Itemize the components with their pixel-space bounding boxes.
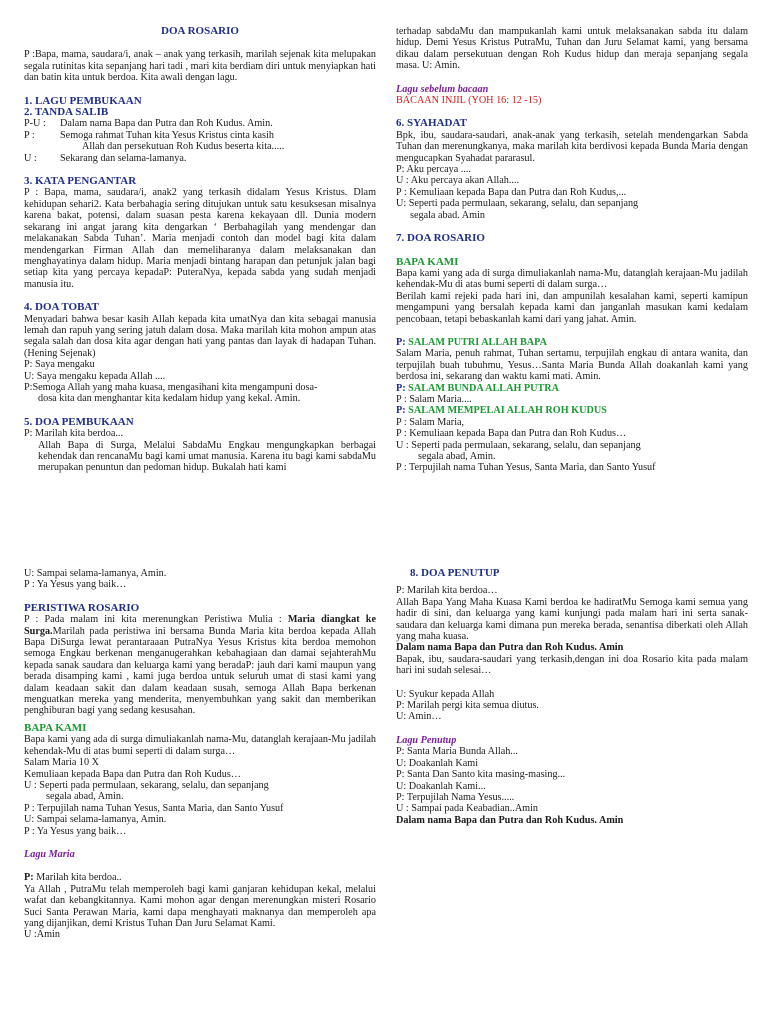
lagu-maria-text: Ya Allah , PutraMu telah memperoleh bagi kami ganjaran kehidupan kekal, melalui wafat dan kebangkitannya. Kami mohon agar dengan merenungkan misteri Rosario Suci Santa Perawan Maria, kami dapa menghayati maknanya dan memperoleh apa yang dijanjikan, demi Kristus Tuhan Dan Juru Selamat Kami.: [24, 883, 376, 929]
doa-tobat-line: P:Semoga Allah yang maha kuasa, mengasihani kita mengampuni dosa-: [24, 381, 318, 393]
salam-bunda-line: P : Salam Maria....: [396, 393, 472, 405]
syahadat-line: U : Aku percaya akan Allah....: [396, 175, 520, 187]
salam-mempelai-line: P : Salam Maria,: [396, 416, 465, 428]
lagu-pembukaan-heading: 1. LAGU PEMBUKAAN: [24, 94, 142, 107]
bapa-kami-2-line: segala abad, Amin.: [46, 791, 124, 803]
bapa-kami-2-line: P : Ya Yesus yang baik…: [24, 825, 127, 837]
doa-penutup-line: P: Marilah kita berdoa…: [396, 585, 498, 597]
salam-mempelai-line: U : Seperti pada permulaan, sekarang, selalu, dan sepanjang: [396, 439, 641, 451]
bapa-kami-2-heading: BAPA KAMI: [24, 721, 87, 734]
lagu-penutup-bold: Dalam nama Bapa dan Putra dan Roh Kudus. Amin: [396, 814, 624, 826]
peristiwa-rosario-heading: PERISTIWA ROSARIO: [24, 601, 140, 614]
doa-tobat-text: Menyadari bahwa besar kasih Allah kepada kita umatNya dan kita sebagai manusia lemah dan rapuh yang sering jatuh dalam dosa. Maka marilah kita mohon ampun atas segala salah dan dosa kita agar dengan hati yang pantas dan layak di hadapan Tuhan.(Hening Sejenak): [24, 313, 376, 359]
tanda-salib-line: Allah dan persekutuan Roh Kudus beserta kita.....: [82, 141, 285, 153]
salam-putri-heading: P: SALAM PUTRI ALLAH BAPA: [396, 336, 547, 348]
bapa-kami-2-text: Bapa kami yang ada di surga dimuliakanlah nama-Mu, datanglah kerajaan-Mu jadilah kehendak-Mu di atas bumi seperti di dalam surga…: [24, 734, 376, 757]
salam-mempelai-line: segala abad, Amin.: [418, 451, 496, 462]
doa-pembukaan-text: Allah Bapa di Surga, Melalui SabdaMu Engkau mengungkapkan berbagai kehendak dan rencanaMu bagi kami umat manusia. Karena itu bagi kami sabdaMu merupakan penuntun dan pedoman hidup. Bukalah hati kami: [38, 439, 376, 474]
syahadat-heading: 6. SYAHADAT: [396, 117, 467, 130]
syahadat-line: P : Kemuliaan kepada Bapa dan Putra dan Roh Kudus,...: [396, 186, 627, 198]
tanda-salib-line: P : Semoga rahmat Tuhan kita Yesus Kristus cinta kasih: [24, 129, 274, 141]
salam-bunda-heading: P: SALAM BUNDA ALLAH PUTRA: [396, 382, 560, 394]
lagu-penutup-line: U: Doakanlah Kami...: [396, 780, 486, 792]
lagu-sebelum-bacaan-label: Lagu sebelum bacaan: [396, 83, 489, 95]
doa-tobat-heading: 4. DOA TOBAT: [24, 301, 99, 314]
top-left-column: [24, 0, 376, 474]
doa-penutup-text: Allah Bapa Yang Maha Kuasa Kami berdoa ke hadiratMu Semoga kami semua yang hadir di sini, dan keluarga yang kami kunjungi pada malam hari ini serta sanak- saudara dan keluarga kami dimana pun mereka berada, senantisa diberkati oleh Allah yang maha kuasa.: [396, 596, 748, 643]
lagu-penutup-line: P: Terpujilah Nama Yesus.....: [396, 791, 515, 803]
document-title: DOA ROSARIO: [161, 25, 239, 37]
doa-penutup-heading: 8. DOA PENUTUP: [410, 567, 500, 579]
tanda-salib-line: P-U : Dalam nama Bapa dan Putra dan Roh Kudus. Amin.: [24, 118, 273, 130]
doa-tobat-line: U: Saya mengaku kepada Allah ....: [24, 370, 166, 382]
doa-penutup-bold: Dalam nama Bapa dan Putra dan Roh Kudus. Amin: [396, 642, 624, 654]
intro-text: P :Bapa, mama, saudara/i, anak – anak yang terkasih, marilah sejenak kita melupakan segala rutinitas kita sepanjang hari tadi , mari kita berdiam diri untuk menyiapkan hati dan batin kita untuk berdoa. Kita awali dengan lagu.: [24, 49, 376, 84]
doa-tobat-line: P: Saya mengaku: [24, 359, 95, 371]
peristiwa-rosario-text: P : Pada malam ini kita merenungkan Peristiwa Mulia : Maria diangkat ke Surga.Marilah pada peristiwa ini bersama Bunda Maria kita berdoa kepada Allah Bapa DiSurga lewat perantaraaan PutraNya Yesus Kristus kita berdoa memohon semoga Engkau berkenan menganugerahkan kebahagiaan dan damai sejahterahMu kepada sanak saudara dan keluarga kami yang beradaP: jauh dari kami maupun yang berada disamping kami , kami juga berdoa untuk seluruh umat di stasi kami yang dalam keadaan sakit dan dalam keadaan susah, semoga Allah Bapa berkenan menguatkan mereka yang menderita, menyembuhkan yang sakit dan memberikan penghiburan bagi yang sedang kesusahan.: [24, 614, 376, 717]
doa-rosario-heading: 7. DOA ROSARIO: [396, 232, 485, 245]
closing-line: P : Ya Yesus yang baik…: [24, 579, 127, 591]
doa-penutup-text-2: Bapak, ibu, saudara-saudari yang terkasih,dengan ini doa Rosario kita pada malam hari ini sudah selesai…: [396, 653, 748, 677]
bottom-page: [0, 512, 768, 1024]
doa-pembukaan-heading: 5. DOA PEMBUKAAN: [24, 415, 134, 428]
doa-penutup-line: U: Syukur kepada Allah: [396, 688, 495, 700]
tanda-salib-lines: [24, 118, 376, 164]
bapa-kami-2-line: U: Sampai selama-lamanya, Amin.: [24, 814, 167, 826]
bapa-kami-2-line: Kemuliaan kepada Bapa dan Putra dan Roh Kudus…: [24, 768, 241, 780]
syahadat-line: segala abad. Amin: [410, 209, 485, 221]
bottom-left-column: [24, 512, 376, 941]
kata-pengantar-text: P : Bapa, mama, saudara/i, anak2 yang terkasih didalam Yesus Kristus. Dlam kehidupan sehari2. Kata berbahagia sering ditujukan untuk satu kesuksesan misalnya karena bakat, potensi, dalam suasan pesta karena kekayaan dll. Dunia modern sekarang ini angat jarang kita dengarkan ‘ Berbahagilah yang mendengar dan melakanakan Sabda Tuhan’. Maria menjadi contoh dan model bagi kita dalam mendengarkan Firman Allah dan memeliharanya dalam melaksanakan dan menghayatinya dalam hidup. Maria menjadi bintang harapan dan petunjuk jalan bagi setiap kita yang percaya kepadaP: PuteraNya, kepada sabda yang sudah menjadi manusia itu.: [24, 187, 376, 290]
syahadat-line: U: Seperti pada permulaan, sekarang, selalu, dan sepanjang: [396, 198, 639, 210]
bapa-kami-2-line: Salam Maria 10 X: [24, 757, 99, 769]
closing-line: U: Sampai selama-lamanya, Amin.: [24, 568, 167, 579]
lagu-penutup-label: Lagu Penutup: [396, 734, 457, 746]
lagu-penutup-line: U: Doakanlah Kami: [396, 757, 479, 769]
tanda-salib-line: U : Sekarang dan selama-lamanya.: [24, 152, 187, 164]
lagu-penutup-line: U : Sampai pada Keabadian..Amin: [396, 803, 539, 815]
syahadat-text: Bpk, ibu, saudara-saudari, anak-anak yang terkasih, setelah mendengarkan Sabda Tuhan dan merenungkanya, maka marilah kita berdivosi kepada Bunda Maria dengan mengucapkan Syahadat pararasul.: [396, 129, 748, 164]
doa-penutup-line: P: Marilah pergi kita semua diutus.: [396, 700, 539, 712]
doa-tobat-line: dosa kita dan menghantar kita kedalam hidup yang kekal. Amin.: [38, 393, 301, 405]
lagu-maria-line: P: Marilah kita berdoa..: [24, 872, 122, 884]
doa-penutup-line: U: Amin…: [396, 711, 442, 723]
bacaan-injil-heading: BACAAN INJIL (YOH 16: 12 -15): [396, 95, 542, 107]
syahadat-line: P: Aku percaya ....: [396, 164, 471, 176]
top-right-column: [396, 0, 748, 474]
kata-pengantar-heading: 3. KATA PENGANTAR: [24, 175, 137, 188]
bapa-kami-text: Bapa kami yang ada di surga dimuliakanlah nama-Mu, datanglah kerajaan-Mu jadilah kehendak-Mu di atas bumi seperti di dalam surga…: [396, 267, 748, 291]
lagu-maria-end: U :Amin: [24, 929, 60, 941]
bapa-kami-text-2: Berilah kami rejeki pada hari ini, dan ampunilah kesalahan kami, seperti kamipun mengampuni yang bersalah kepada kami dan janganlah masukan kami kedalam pencobaan, tetapi bebaskanlah kami dari yang jahat. Amin.: [396, 290, 748, 325]
lagu-penutup-line: P: Santa Dan Santo kita masing-masing...: [396, 769, 566, 781]
salam-mempelai-line: P : Kemuliaan kepada Bapa dan Putra dan Roh Kudus…: [396, 428, 627, 440]
bottom-right-column: [396, 512, 748, 826]
bapa-kami-2-line: P : Terpujilah nama Tuhan Yesus, Santa Maria, dan Santo Yusuf: [24, 802, 284, 814]
lagu-penutup-line: P: Santa Maria Bunda Allah...: [396, 746, 518, 758]
salam-putri-text: Salam Maria, penuh rahmat, Tuhan sertamu, terpujilah engkau di antara wanita, dan terpujilah buah tubuhmu, Yesus…Santa Maria Bunda Allah doakanlah kami yang berdosa ini, sekarang dan waktu kami mati. Amin.: [396, 348, 748, 383]
lagu-maria-label: Lagu Maria: [24, 848, 75, 860]
bapa-kami-2-line: U : Seperti pada permulaan, sekarang, selalu, dan sepanjang: [24, 779, 269, 791]
salam-mempelai-heading: P: SALAM MEMPELAI ALLAH ROH KUDUS: [396, 405, 607, 417]
bapa-kami-heading: BAPA KAMI: [396, 255, 459, 268]
doa-pembukaan-line: P: Marilah kita berdoa...: [24, 428, 124, 440]
salam-mempelai-line: P : Terpujilah nama Tuhan Yesus, Santa Maria, dan Santo Yusuf: [396, 462, 656, 474]
tanda-salib-heading: 2. TANDA SALIB: [24, 106, 109, 119]
doa-pembukaan-continued: terhadap sabdaMu dan mampukanlah kami untuk melaksanakan sabda itu dalam hidup. Demi Yesus Kristus PutraMu, Tuhan dan Juru Selamat kami, yang bersama dikau dalam persekutuan dengan Roh Kudus hidup dan meraja sepanjang segala masa. U: Amin.: [396, 26, 748, 72]
